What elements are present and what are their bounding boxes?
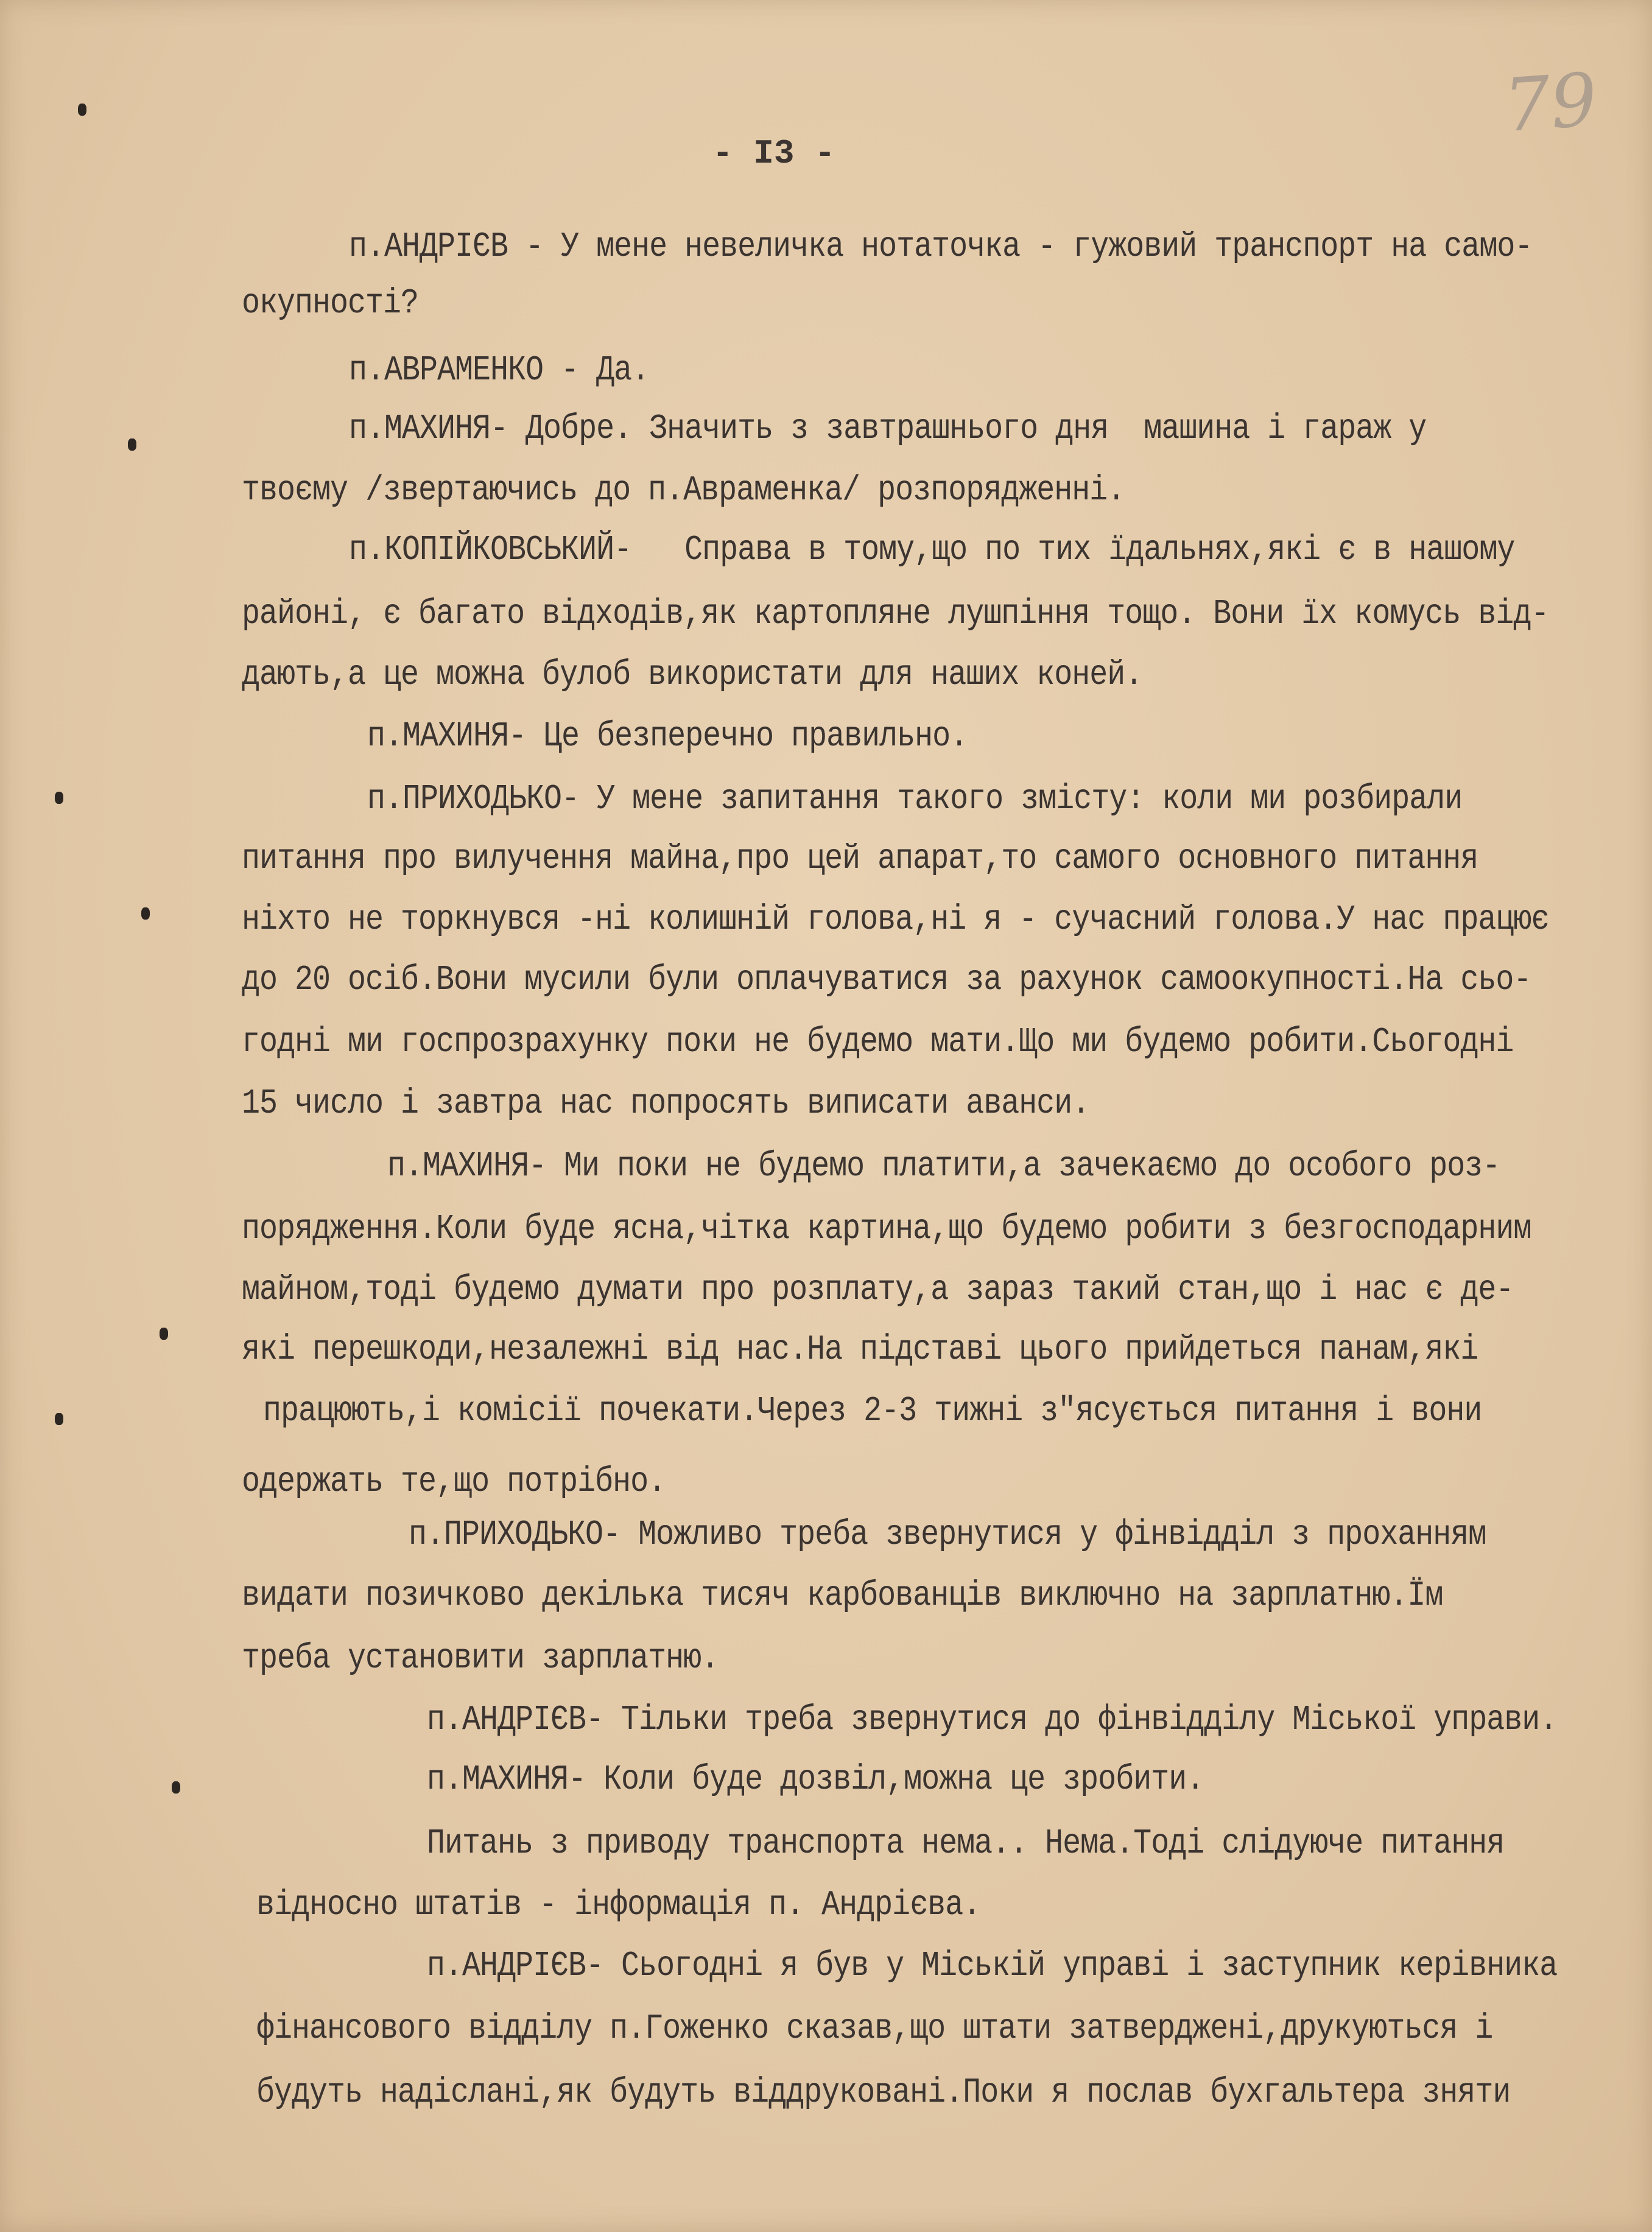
text-line: фінансового відділу п.Гоженко сказав,що штати затверджені,друкуються і <box>256 2008 1493 2049</box>
text-line: дають,а це можна булоб використати для наших коней. <box>242 655 1143 695</box>
text-line: п.ПРИХОДЬКО- Можливо треба звернутися у фінвідділ з проханням <box>409 1515 1486 1555</box>
text-line: треба установити зарплатню. <box>242 1638 719 1679</box>
text-line: працюють,і комісії почекати.Через 2-3 тижні з"ясується питання і вони <box>263 1391 1482 1432</box>
text-line: п.ПРИХОДЬКО- У мене запитання такого змісту: коли ми розбирали <box>367 779 1463 820</box>
text-line: видати позичково декілька тисяч карбованців виключно на зарплатню.Їм <box>242 1575 1443 1616</box>
text-line: майном,тоді будемо думати про розплату,а зараз такий стан,що і нас є де- <box>242 1270 1514 1311</box>
punch-hole-mark <box>78 104 86 116</box>
text-line: районі, є багато відходів,як картопляне лушпіння тощо. Вони їх комусь від- <box>242 594 1549 635</box>
text-line: 15 число і завтра нас попросять виписати аванси. <box>242 1083 1090 1124</box>
page-number: - I3 - <box>712 134 835 173</box>
text-line: порядження.Коли буде ясна,чітка картина,що будемо робити з безгосподарним <box>242 1209 1531 1250</box>
punch-hole-mark <box>55 1413 63 1425</box>
punch-hole-mark <box>128 438 136 451</box>
text-line: п.АНДРІЄВ - У мене невеличка нотаточка - гужовий транспорт на само- <box>349 227 1533 267</box>
text-line: п.АНДРІЄВ- Тільки треба звернутися до фінвідділу Міської управи. <box>427 1700 1558 1741</box>
text-line: будуть надіслані,як будуть віддруковані.Поки я послав бухгальтера зняти <box>256 2072 1511 2113</box>
text-line: п.КОПІЙКОВСЬКИЙ- Справа в тому,що по тих їдальнях,які є в нашому <box>349 530 1515 571</box>
text-line: одержать те,що потрібно. <box>242 1462 666 1502</box>
punch-hole-mark <box>160 1328 168 1340</box>
text-line: п.МАХИНЯ- Ми поки не будемо платити,а зачекаємо до особого роз- <box>387 1146 1500 1187</box>
text-line: ніхто не торкнувся -ні колишній голова,ні я - сучасний голова.У нас працює <box>242 899 1549 940</box>
text-line: окупності? <box>242 283 419 324</box>
text-line: годні ми госпрозрахунку поки не будемо мати.Що ми будемо робити.Сьогодні <box>242 1022 1514 1063</box>
text-line: п.АВРАМЕНКО - Да. <box>349 350 650 391</box>
text-line: питання про вилучення майна,про цей апарат,то самого основного питання <box>242 839 1478 879</box>
text-line: які перешкоди,незалежні від нас.На підставі цього прийдеться панам,які <box>242 1329 1478 1370</box>
handwritten-folio-number: 79 <box>1501 57 1600 149</box>
punch-hole-mark <box>141 907 150 920</box>
punch-hole-mark <box>55 792 63 804</box>
text-line: твоєму /звертаючись до п.Авраменка/ розпорядженні. <box>242 470 1125 511</box>
text-line: до 20 осіб.Вони мусили були оплачуватися за рахунок самоокупності.На сьо- <box>242 960 1531 1001</box>
punch-hole-mark <box>172 1781 180 1794</box>
text-line: відносно штатів - інформація п. Андрієва. <box>256 1885 981 1926</box>
text-line: п.МАХИНЯ- Коли буде дозвіл,можна це зробити. <box>427 1759 1204 1800</box>
text-line: Питань з приводу транспорта нема.. Нема.Тоді слідуюче питання <box>427 1823 1505 1864</box>
text-line: п.АНДРІЄВ- Сьогодні я був у Міській управі і заступник керівника <box>427 1946 1558 1987</box>
text-line: п.МАХИНЯ- Це безперечно правильно. <box>367 716 968 757</box>
text-line: п.МАХИНЯ- Добре. Значить з завтрашнього дня машина і гараж у <box>349 409 1427 449</box>
